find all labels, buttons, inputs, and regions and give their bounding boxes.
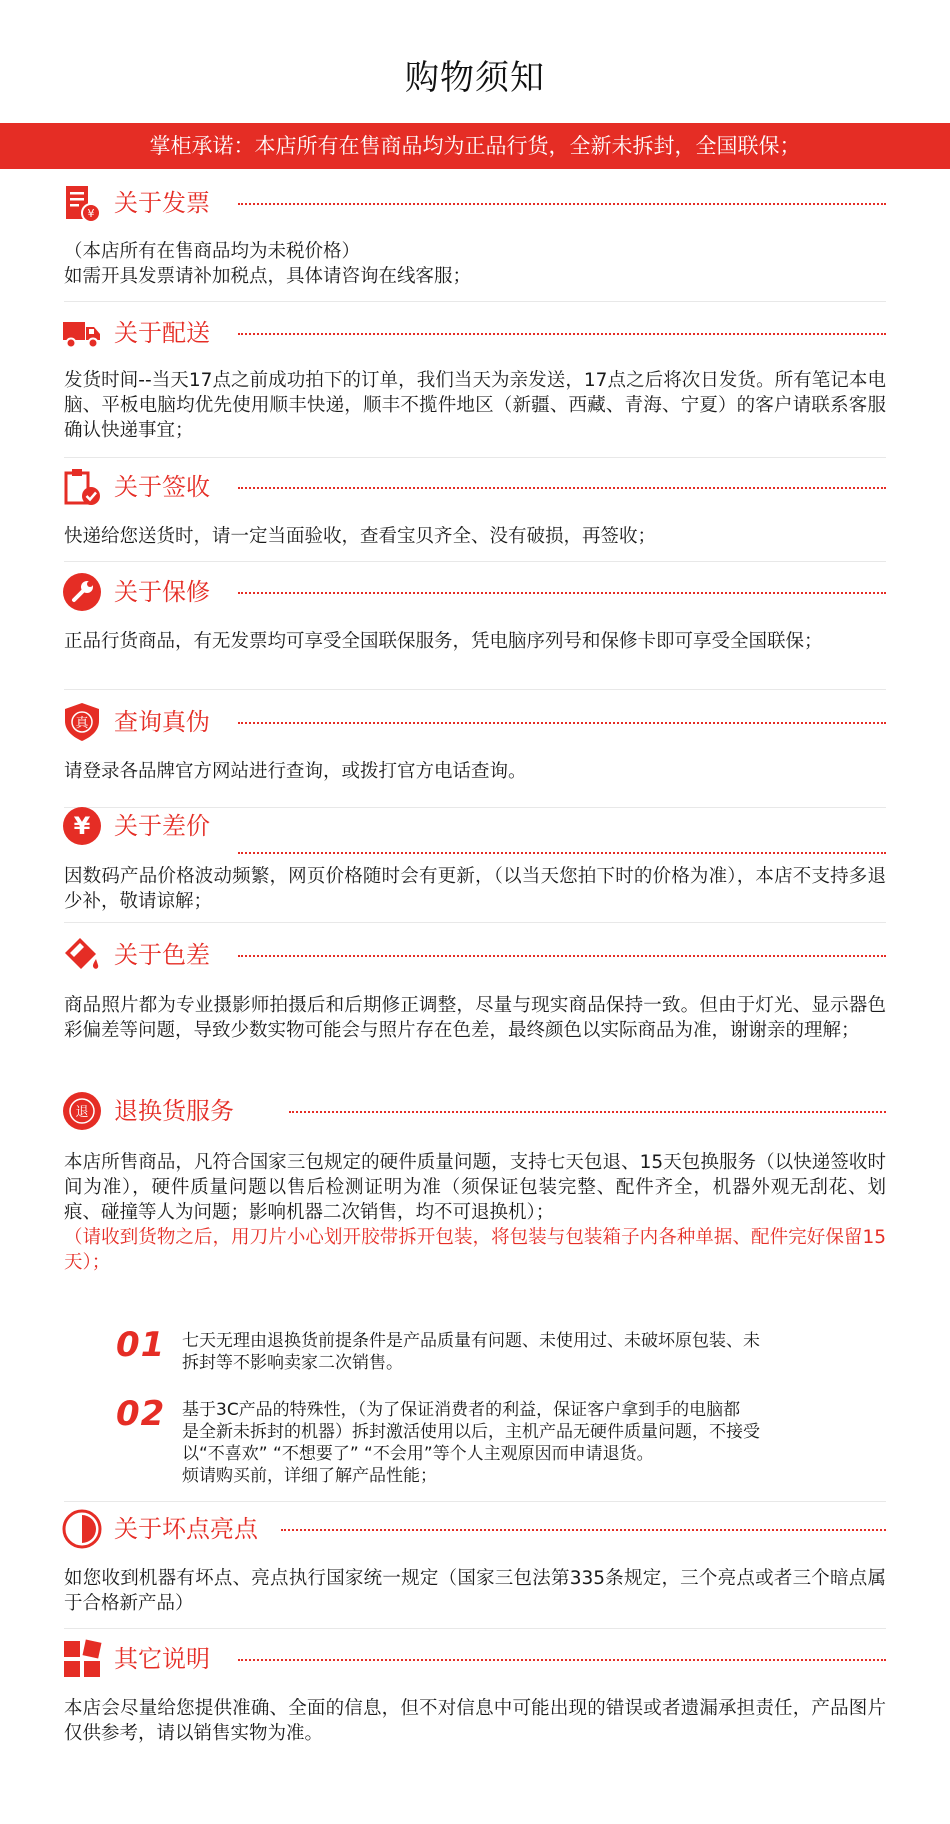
icon-glyph: 退 <box>75 1105 89 1120</box>
clipboard-check-icon <box>62 467 102 507</box>
text-line: 正品行货商品，有无发票均可享受全国联保服务，凭电脑序列号和保修卡即可享受全国联保； <box>64 631 823 652</box>
section-title: 关于签收 <box>114 473 210 501</box>
section-title: 关于坏点亮点 <box>114 1515 258 1543</box>
dotted-divider <box>238 592 886 594</box>
text-line: 请登录各品牌官方网站进行查询，或拨打官方电话查询。 <box>64 761 527 782</box>
dotted-divider <box>289 1111 886 1113</box>
section-heading-pixels <box>62 1509 886 1555</box>
page-title: 购物须知 <box>405 58 545 98</box>
divider <box>64 922 886 923</box>
section-heading-other <box>62 1639 886 1685</box>
text-line: 烦请购买前，详细了解产品性能； <box>182 1466 437 1486</box>
section-body-delivery <box>64 368 886 443</box>
text-line: 发货时间--当天17点之前成功拍下的订单，我们当天为亲发送，17点之后将次日发货。所有笔记本电脑、平板电脑均优先使用顺丰快递，顺丰不揽件地区（新疆、西藏、青海、宁夏）的客户请联系客服确认快递事宜； <box>64 370 886 441</box>
dotted-divider <box>281 1529 886 1531</box>
section-body-signing <box>64 524 886 549</box>
section-heading-signing <box>62 467 886 513</box>
section-title: 其它说明 <box>114 1645 210 1673</box>
section-body-price <box>64 864 886 914</box>
grid-icon <box>62 1639 102 1679</box>
section-heading-returns <box>62 1091 886 1137</box>
divider <box>64 1628 886 1629</box>
section-title: 关于发票 <box>114 189 210 217</box>
dotted-divider <box>238 487 886 489</box>
section-body-warranty <box>64 629 886 654</box>
section-body-pixels <box>64 1566 886 1616</box>
text-line: 快递给您送货时，请一定当面验收，查看宝贝齐全、没有破损，再签收； <box>64 526 657 547</box>
shield-icon <box>62 702 102 742</box>
wrench-icon <box>62 572 102 612</box>
section-heading-color <box>62 935 886 981</box>
text-line: 本店所售商品，凡符合国家三包规定的硬件质量问题，支持七天包退、15天包换服务（以快递签收时间为准），硬件质量问题以售后检测证明为准（须保证包装完整、配件齐全，机器外观无刮花、划痕、碰撞等人为问题；影响机器二次销售，均不可退换机）； <box>64 1152 886 1223</box>
dotted-divider <box>238 722 886 724</box>
svg-text:¥: ¥ <box>87 207 95 220</box>
section-title: 关于配送 <box>114 319 210 347</box>
section-heading-invoice <box>62 183 886 229</box>
item-number: 01 <box>116 1325 166 1365</box>
delivery-truck-icon <box>62 313 102 353</box>
return-item-01 <box>182 1330 862 1374</box>
text-line: 本店会尽量给您提供准确、全面的信息，但不对信息中可能出现的错误或者遗漏承担责任，产品图片仅供参考，请以销售实物为准。 <box>64 1698 886 1744</box>
section-title: 关于色差 <box>114 941 210 969</box>
dotted-divider <box>238 333 886 335</box>
section-body-other <box>64 1696 886 1746</box>
section-body-color <box>64 993 886 1043</box>
text-line: 如需开具发票请补加税点，具体请咨询在线客服； <box>64 266 472 287</box>
text-line: 是全新未拆封的机器）拆封激活使用以后，主机产品无硬件质量问题，不接受 <box>182 1422 760 1442</box>
section-title: 查询真伪 <box>114 708 210 736</box>
section-body-authenticity <box>64 759 886 784</box>
return-icon <box>62 1091 102 1131</box>
returns-note: （请收到货物之后，用刀片小心划开胶带拆开包装，将包装与包装箱子内各种单据、配件完好保留15天）； <box>64 1227 886 1273</box>
divider <box>64 457 886 458</box>
section-heading-price <box>62 806 886 852</box>
text-line: 如您收到机器有坏点、亮点执行国家统一规定（国家三包法第335条规定，三个亮点或者三个暗点属于合格新产品） <box>64 1568 886 1614</box>
text-line: 商品照片都为专业摄影师拍摄后和后期修正调整，尽量与现实商品保持一致。但由于灯光、显示器色彩偏差等问题，导致少数实物可能会与照片存在色差，最终颜色以实际商品为准，谢谢亲的理解； <box>64 995 886 1041</box>
paint-bucket-icon <box>62 935 102 975</box>
dotted-divider <box>238 1659 886 1661</box>
dotted-divider <box>238 955 886 957</box>
divider <box>64 1501 886 1502</box>
section-heading-delivery <box>62 313 886 359</box>
text-line: 因数码产品价格波动频繁，网页价格随时会有更新，（以当天您拍下时的价格为准），本店不支持多退少补，敬请谅解； <box>64 866 886 912</box>
divider <box>64 689 886 690</box>
dotted-divider <box>238 852 886 854</box>
section-body-returns <box>64 1150 886 1275</box>
divider <box>64 561 886 562</box>
section-title: 退换货服务 <box>114 1097 234 1125</box>
yen-icon <box>62 806 102 846</box>
dotted-divider <box>238 203 886 205</box>
text-line: 七天无理由退换货前提条件是产品质量有问题、未使用过、未破坏原包装、未 <box>182 1331 760 1351</box>
item-number: 02 <box>116 1394 166 1434</box>
divider <box>64 301 886 302</box>
text-line: 基于3C产品的特殊性，（为了保证消费者的利益，保证客户拿到手的电脑都 <box>182 1400 741 1420</box>
text-line: （本店所有在售商品均为未税价格） <box>64 241 361 262</box>
half-circle-icon <box>62 1509 102 1549</box>
icon-glyph: ¥ <box>73 812 91 840</box>
promise-banner: 掌柜承诺：本店所有在售商品均为正品行货，全新未拆封，全国联保； <box>0 123 950 169</box>
section-body-invoice <box>64 239 886 289</box>
text-line: 拆封等不影响卖家二次销售。 <box>182 1353 403 1373</box>
section-title: 关于差价 <box>114 812 210 840</box>
section-title: 关于保修 <box>114 578 210 606</box>
return-item-02 <box>182 1399 862 1487</box>
text-line: 以“不喜欢” “不想要了” “不会用”等个人主观原因而申请退货。 <box>182 1444 654 1464</box>
icon-glyph: 真 <box>75 716 89 731</box>
section-heading-warranty <box>62 572 886 618</box>
section-heading-authenticity <box>62 702 886 748</box>
invoice-icon <box>62 183 102 223</box>
